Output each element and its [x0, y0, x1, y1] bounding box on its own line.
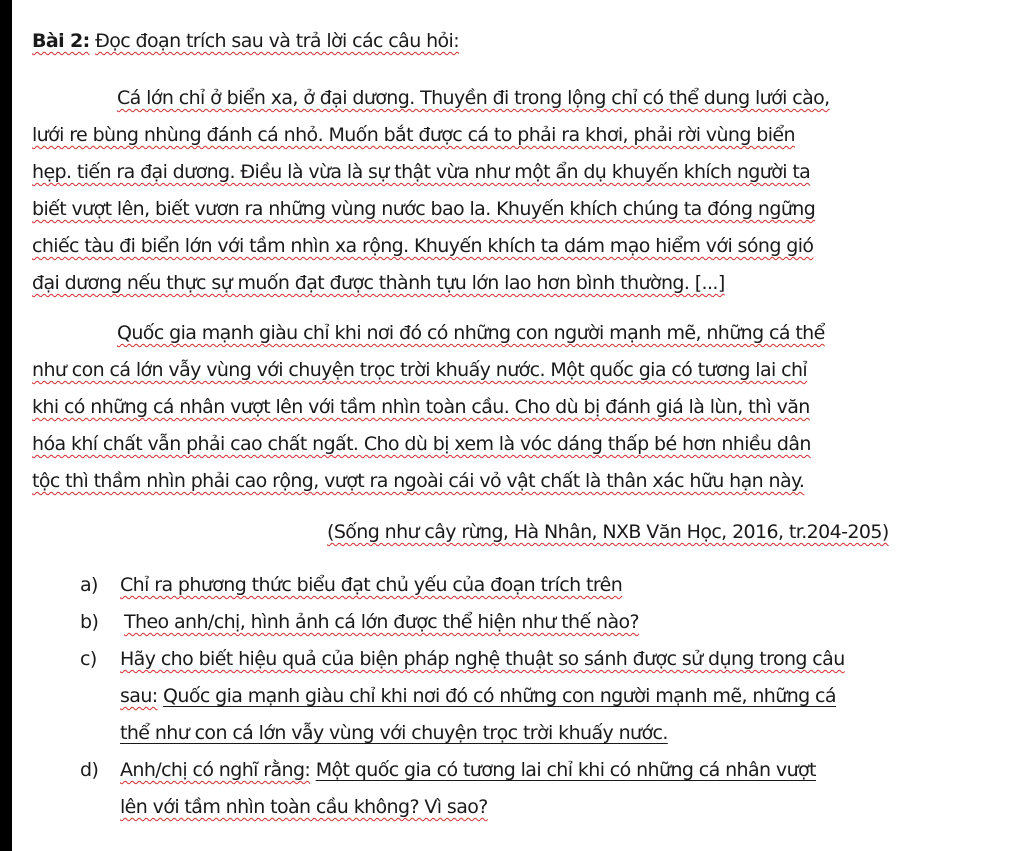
question-a-text: Chỉ ra phương thức biểu đạt chủ yếu của đoạn trích trên — [120, 574, 623, 596]
passage-source: (Sống như cây rừng, Hà Nhân, NXB Văn Học, 2016, tr.204-205) — [327, 521, 889, 543]
passage-p1-line-3: hẹp. tiến ra đại dương. Điều là vừa là sự thật vừa như một ẩn dụ khuyến khích người ta — [32, 161, 811, 183]
passage-p2-line-4: hóa khí chất vẫn phải cao chất ngất. Cho dù bị xem là vóc dáng thấp bé hơn nhiều dân — [32, 433, 811, 455]
passage-p2-line-5: tộc thì thầm nhìn phải cao rộng, vượt ra ngoài cái vỏ vật chất là thân xác hữu hạn này. — [32, 470, 805, 492]
question-d-line-2: lên với tầm nhìn toàn cầu không? Vì sao? — [120, 796, 488, 818]
question-b-text: Theo anh/chị, hình ảnh cá lớn được thể hiện như thế nào? — [124, 611, 640, 633]
question-a-label: a) — [80, 574, 98, 596]
question-d-line-1 — [120, 759, 816, 781]
question-d-quote: Một quốc gia có tương lai chỉ khi có những cá nhân vượt — [315, 759, 816, 781]
exercise-instruction: Đọc đoạn trích sau và trả lời các câu hỏi: — [95, 30, 460, 52]
passage-p1-line-2: lưới re bùng nhùng đánh cá nhỏ. Muốn bắt được cá to phải ra khơi, phải rời vùng biển — [32, 124, 795, 146]
question-c-prefix: sau: — [120, 685, 158, 707]
question-d-prefix: Anh/chị có nghĩ rằng: — [120, 759, 311, 781]
passage-p1-line-6: đại dương nếu thực sự muốn đạt được thành tựu lớn lao hơn bình thường. [...] — [32, 272, 725, 294]
passage-p1-line-5: chiếc tàu đi biển lớn với tầm nhìn xa rộng. Khuyến khích ta dám mạo hiểm với sóng gió — [32, 235, 814, 257]
passage-p1-line-4: biết vượt lên, biết vươn ra những vùng nước bao la. Khuyến khích chúng ta đóng ngững — [32, 198, 816, 220]
passage-p2-line-1: Quốc gia mạnh giàu chỉ khi nơi đó có những con người mạnh mẽ, những cá thể — [117, 322, 825, 344]
passage-p2-line-2: như con cá lớn vẫy vùng với chuyện trọc trời khuấy nước. Một quốc gia có tương lai chỉ — [32, 359, 808, 381]
question-d-label: d) — [80, 759, 99, 781]
question-c-line-2 — [120, 685, 836, 707]
exercise-number: Bài 2: — [32, 30, 90, 52]
passage-p2-line-3: khi có những cá nhân vượt lên với tầm nhìn toàn cầu. Cho dù bị đánh giá là lùn, thì văn — [32, 396, 810, 418]
exercise-heading — [32, 30, 459, 52]
question-c-line-3: thể như con cá lớn vẫy vùng với chuyện trọc trời khuấy nước. — [120, 722, 668, 744]
passage-p1-line-1: Cá lớn chỉ ở biển xa, ở đại dương. Thuyền đi trong lộng chỉ có thể dung lưới cào, — [117, 87, 830, 109]
question-b-label: b) — [80, 611, 99, 633]
question-c-label: c) — [80, 648, 97, 670]
question-c-line-1: Hãy cho biết hiệu quả của biện pháp nghệ thuật so sánh được sử dụng trong câu — [120, 648, 845, 670]
question-c-quote: Quốc gia mạnh giàu chỉ khi nơi đó có những con người mạnh mẽ, những cá — [163, 685, 836, 707]
